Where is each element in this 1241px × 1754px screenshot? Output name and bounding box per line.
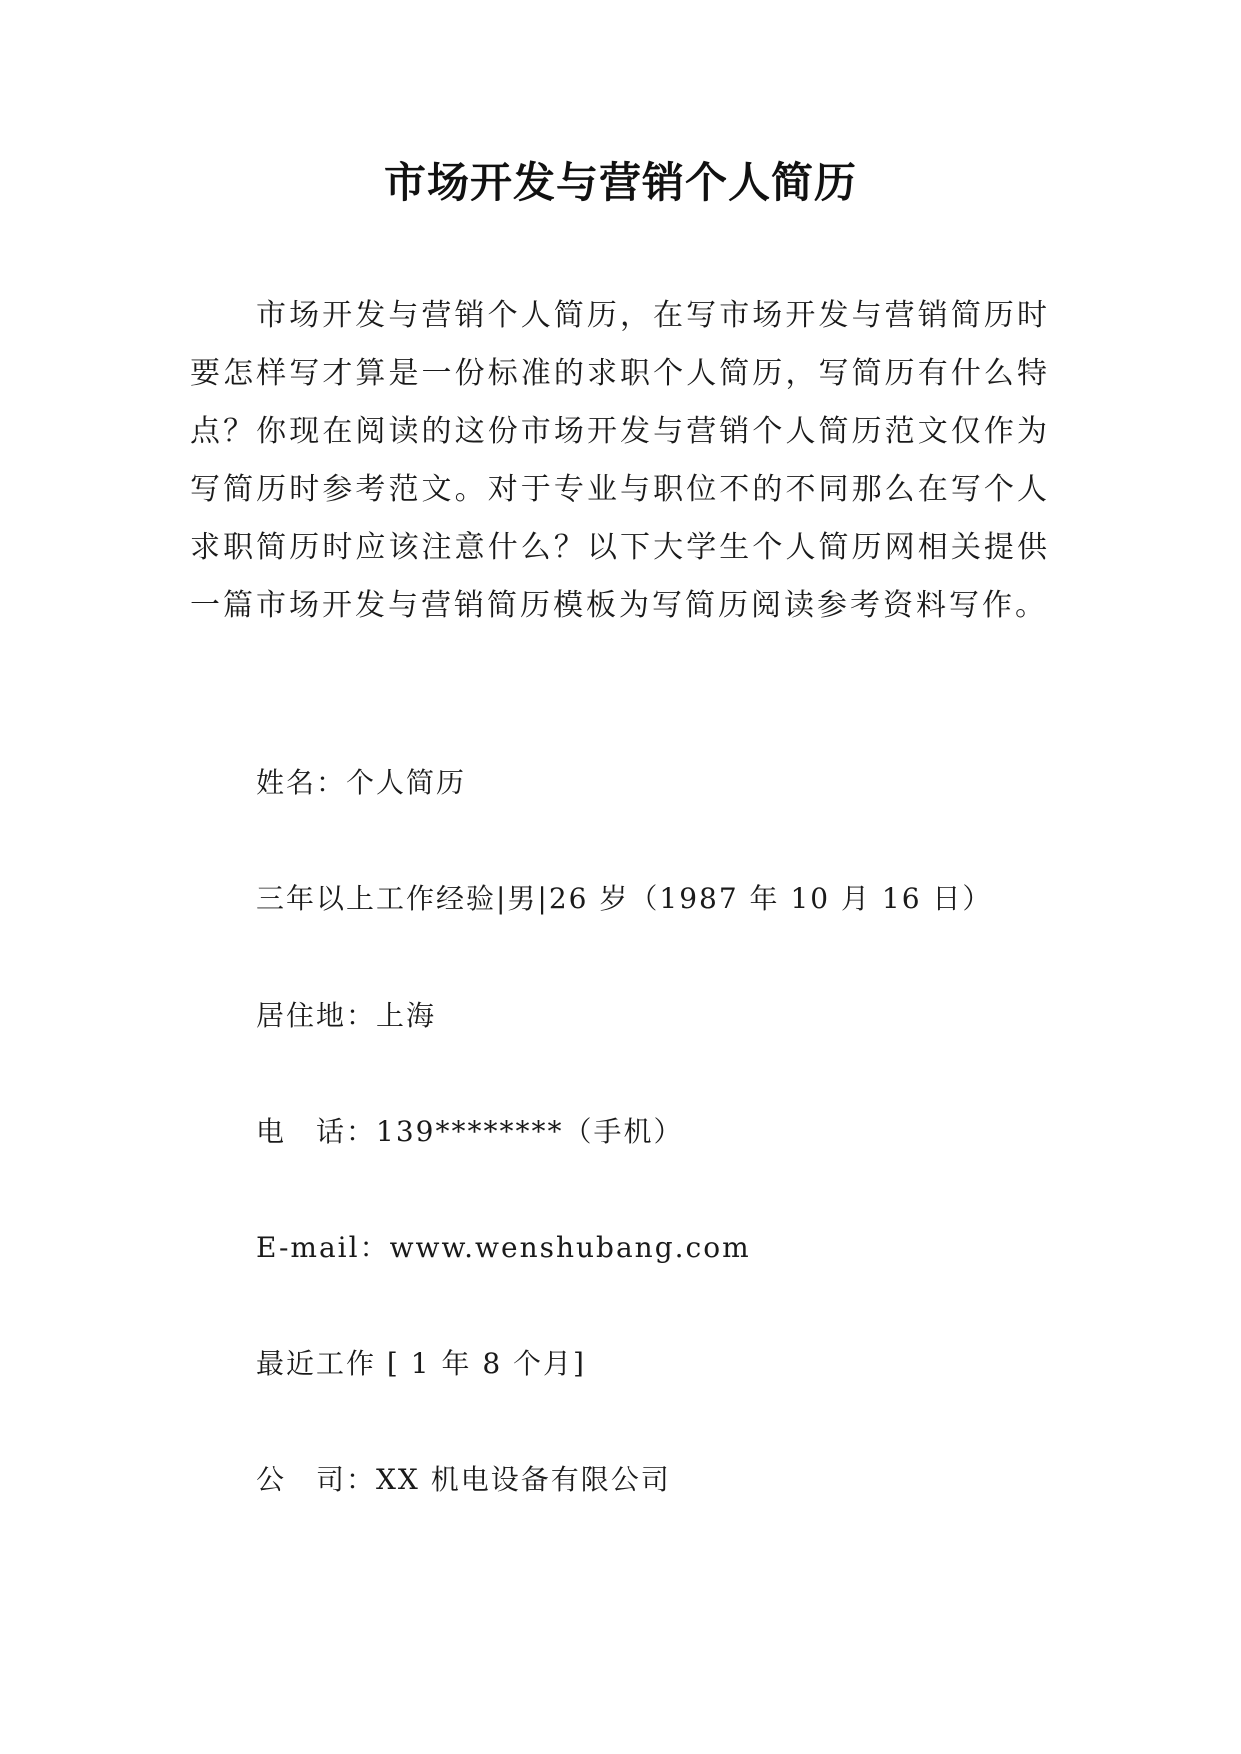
residence-field: 居住地：上海 [256, 999, 437, 1032]
intro-paragraph: 市场开发与营销个人简历，在写市场开发与营销简历时要怎样写才算是一份标准的求职个人简历，写简历有什么特点？你现在阅读的这份市场开发与营销个人简历范文仅作为写简历时参考范文。对于专业与职位不的不同那么在写个人求职简历时应该注意什么？以下大学生个人简历网相关提供一篇市场开发与营销简历模板为写简历阅读参考资料写作。 [190, 298, 1050, 623]
company-field: 公 司：XX 机电设备有限公司 [256, 1463, 671, 1496]
recent-work-field: 最近工作 [ 1 年 8 个月] [256, 1347, 586, 1380]
experience-field: 三年以上工作经验|男|26 岁（1987 年 10 月 16 日） [256, 882, 993, 915]
document-title: 市场开发与营销个人简历 [383, 158, 857, 207]
email-field: E-mail：www.wenshubang.com [256, 1231, 751, 1264]
phone-field: 电 话：139********（手机） [256, 1115, 684, 1148]
name-field: 姓名：个人简历 [256, 766, 467, 799]
